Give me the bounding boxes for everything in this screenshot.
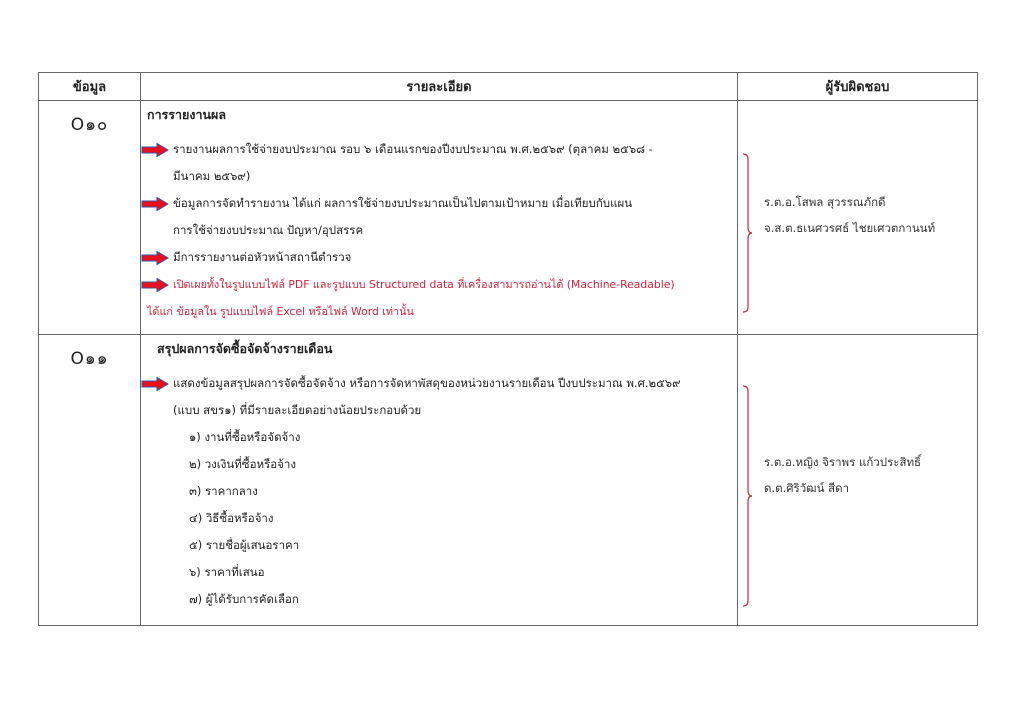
detail-line: (แบบ สขร๑) ที่มีรายละเอียดอย่างน้อยประกอบด้วย [173, 403, 422, 417]
detail-line-highlight: เปิดเผยทั้งในรูปแบบไฟล์ PDF และรูปแบบ Structured data ที่เครื่องสามารถอ่านได้ (Machine-Readable) [141, 271, 737, 298]
header-responsible: ผู้รับผิดชอบ [738, 73, 978, 101]
curly-brace [740, 153, 754, 313]
item-detail [141, 101, 738, 335]
item-code: O๑๑ [39, 335, 141, 626]
right-arrow-icon [141, 143, 169, 157]
item-title: การรายงานผล [147, 107, 227, 122]
table-row [39, 335, 978, 626]
list-item: ๔) วิธีซื้อหรือจ้าง [189, 511, 274, 525]
table-row [39, 101, 978, 335]
detail-line: ข้อมูลการจัดทำรายงาน ได้แก่ ผลการใช้จ่ายงบประมาณเป็นไปตามเป้าหมาย เมื่อเทียบกับแผน [141, 190, 737, 217]
responsible-cell [738, 335, 978, 626]
responsible-person: ร.ต.อ.โสพล สุวรรณภักดี [764, 195, 886, 209]
responsible-cell [738, 101, 978, 335]
item-detail [141, 335, 738, 626]
detail-line: การใช้จ่ายงบประมาณ ปัญหา/อุปสรรค [173, 223, 364, 237]
detail-line: รายงานผลการใช้จ่ายงบประมาณ รอบ ๖ เดือนแรกของปีงบประมาณ พ.ศ.๒๕๖๙ (ตุลาคม ๒๕๖๘ - [141, 136, 737, 163]
item-code: O๑๐ [39, 101, 141, 335]
responsible-person: ร.ต.อ.หญิง จิราพร แก้วประสิทธิ์ [764, 455, 922, 469]
responsible-person: จ.ส.ต.ธเนศวรศธ์ ไชยเศวตกานนท์ [764, 221, 936, 235]
list-item: ๒) วงเงินที่ซื้อหรือจ้าง [189, 457, 296, 471]
detail-line: แสดงข้อมูลสรุปผลการจัดซื้อจัดจ้าง หรือการจัดหาพัสดุของหน่วยงานรายเดือน ปีงบประมาณ พ.ศ.๒๕๖๙ [141, 370, 737, 397]
list-item: ๗) ผู้ได้รับการคัดเลือก [189, 592, 299, 606]
right-arrow-icon [141, 251, 169, 265]
responsible-person: ด.ต.ศิริวัฒน์ สีดา [764, 481, 850, 495]
header-data: ข้อมูล [39, 73, 141, 101]
item-title: สรุปผลการจัดซื้อจัดจ้างรายเดือน [157, 341, 333, 356]
right-arrow-icon [141, 278, 169, 292]
responsible-names [764, 189, 935, 241]
responsibility-table [38, 72, 978, 626]
header-row [39, 73, 978, 101]
header-detail: รายละเอียด [141, 73, 738, 101]
list-item: ๓) ราคากลาง [189, 484, 258, 498]
detail-line-highlight: ได้แก่ ข้อมูลใน รูปแบบไฟล์ Excel หรือไฟล์ Word เท่านั้น [147, 305, 414, 318]
curly-brace [740, 385, 754, 607]
list-item: ๑) งานที่ซื้อหรือจัดจ้าง [189, 430, 301, 444]
list-item: ๖) ราคาที่เสนอ [189, 565, 265, 579]
right-arrow-icon [141, 377, 169, 391]
right-arrow-icon [141, 197, 169, 211]
list-item: ๕) รายชื่อผู้เสนอราคา [189, 538, 300, 552]
detail-line: มีการรายงานต่อหัวหน้าสถานีตำรวจ [141, 244, 737, 271]
detail-line: มีนาคม ๒๕๖๙) [173, 169, 251, 183]
responsible-names [764, 449, 921, 501]
